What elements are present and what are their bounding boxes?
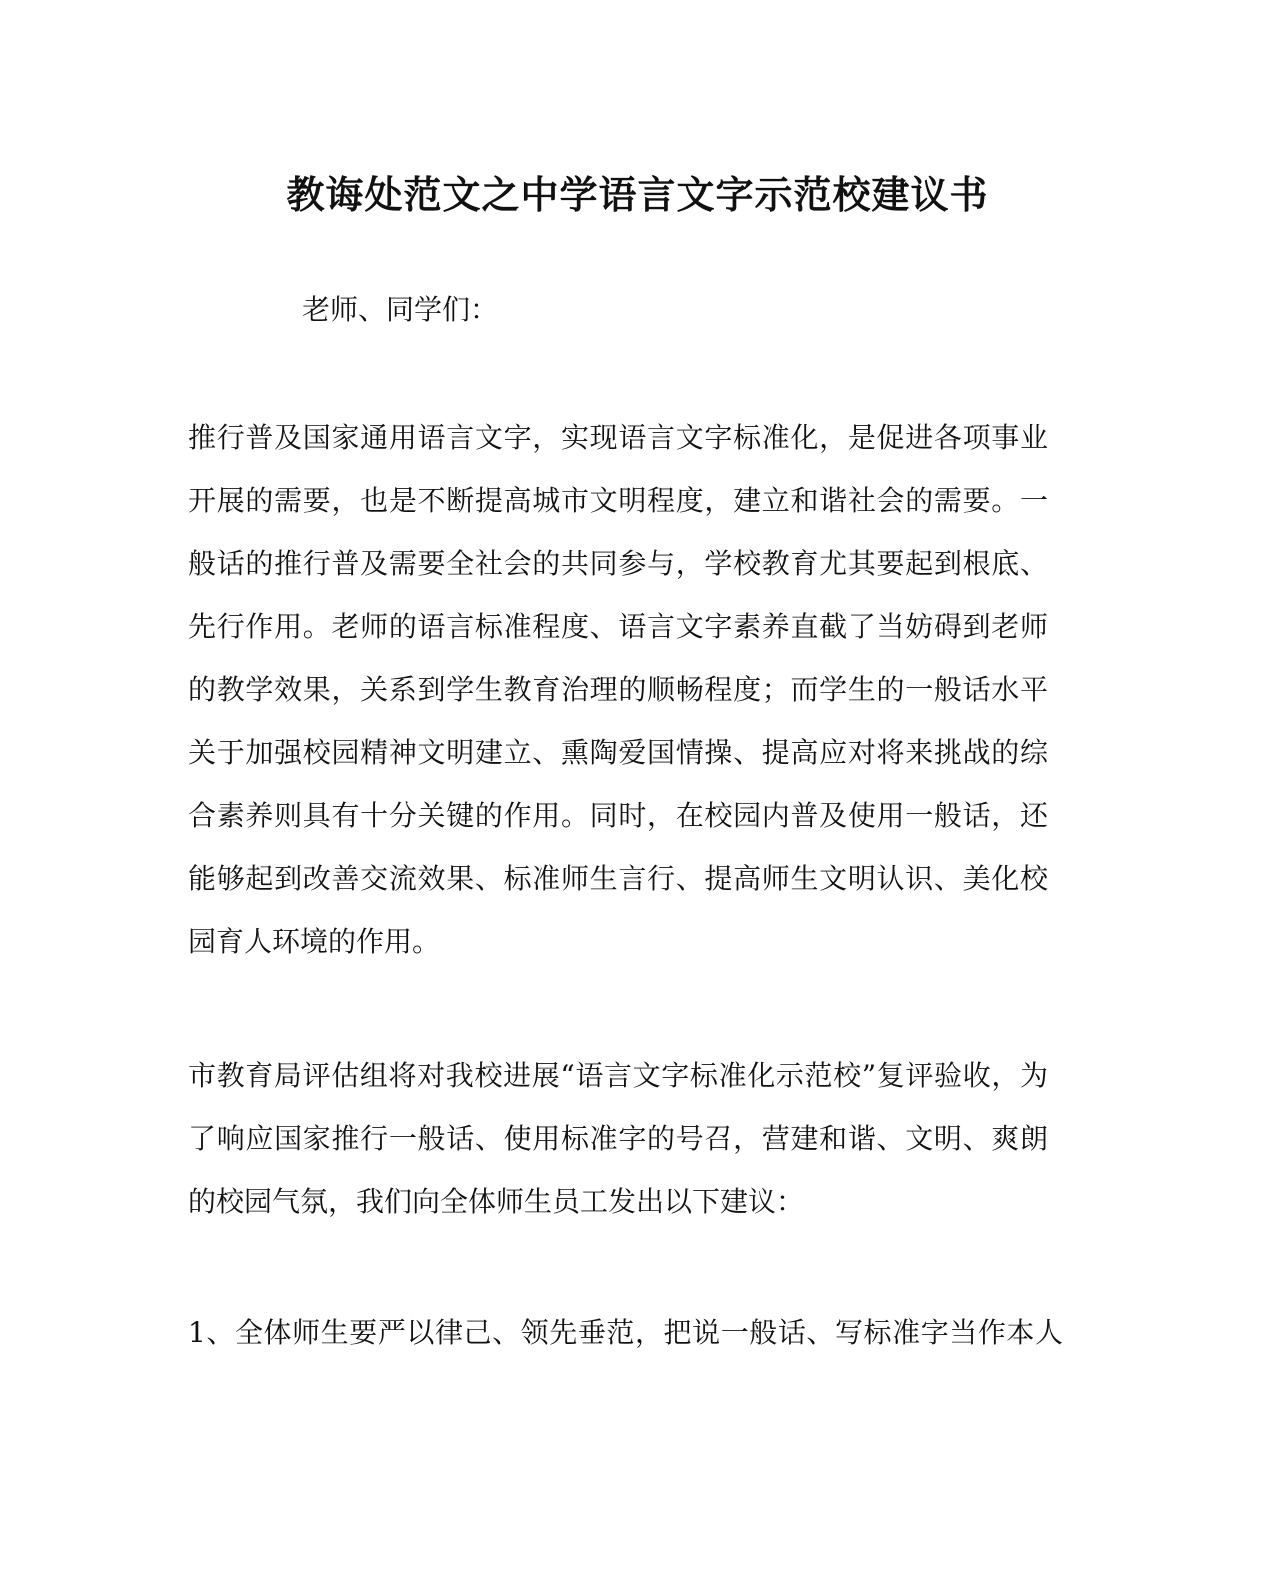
paragraph-line: 了响应国家推行一般话、使用标准字的号召，营建和谐、文明、爽朗 xyxy=(188,1122,1048,1155)
paragraph-line: 的教学效果，关系到学生教育治理的顺畅程度；而学生的一般话水平 xyxy=(188,673,1048,706)
paragraph-line: 园育人环境的作用。 xyxy=(188,925,441,958)
paragraph-line: 关于加强校园精神文明建立、熏陶爱国情操、提高应对将来挑战的综 xyxy=(188,736,1048,769)
paragraph-line: 先行作用。老师的语言标准程度、语言文字素养直截了当妨碍到老师 xyxy=(188,610,1048,643)
paragraph-line: 般话的推行普及需要全社会的共同参与，学校教育尤其要起到根底、 xyxy=(188,547,1048,580)
paragraph-line: 的校园气氛，我们向全体师生员工发出以下建议： xyxy=(188,1185,805,1218)
paragraph-line: 推行普及国家通用语言文字，实现语言文字标准化，是促进各项事业 xyxy=(188,421,1048,454)
paragraph-line: 1、全体师生要严以律己、领先垂范，把说一般话、写标准字当作本人 xyxy=(188,1316,1063,1349)
paragraph-line: 市教育局评估组将对我校进展“语言文字标准化示范校”复评验收，为 xyxy=(188,1059,1048,1092)
salutation: 老师、同学们： xyxy=(302,293,499,326)
paragraph-line: 能够起到改善交流效果、标准师生言行、提高师生文明认识、美化校 xyxy=(188,862,1048,895)
paragraph-line: 合素养则具有十分关键的作用。同时，在校园内普及使用一般话，还 xyxy=(188,799,1048,832)
paragraph-line: 开展的需要，也是不断提高城市文明程度，建立和谐社会的需要。一 xyxy=(188,484,1048,517)
document-title: 教诲处范文之中学语言文字示范校建议书 xyxy=(286,172,989,217)
